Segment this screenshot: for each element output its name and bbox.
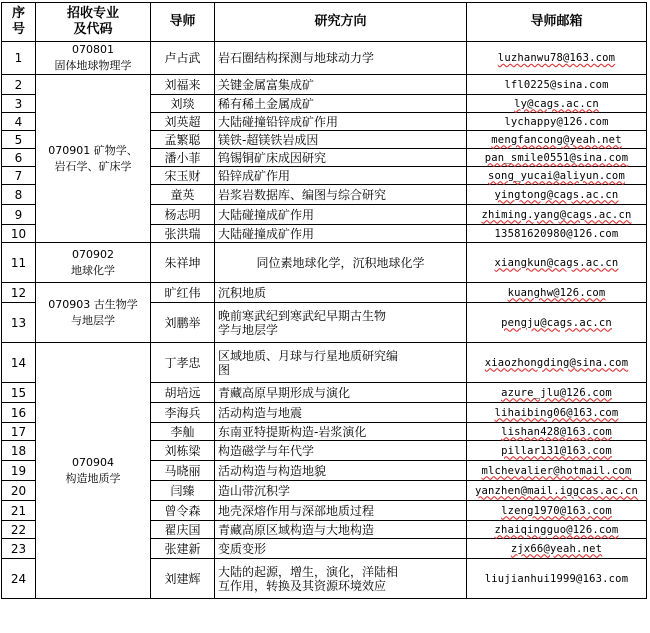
header-num: 序 号: [2, 3, 36, 42]
advisor-email[interactable]: xiaozhongding@sina.com: [467, 343, 647, 383]
research-direction: 同位素地球化学，沉积地球化学: [215, 243, 467, 283]
advisor-table: [1, 2, 647, 599]
row-number: 2: [2, 75, 36, 95]
research-direction: 东南亚特提斯构造-岩浆演化: [215, 423, 467, 441]
advisor-email[interactable]: luzhanwu78@163.com: [467, 42, 647, 75]
advisor-name: 刘鹏举: [151, 303, 215, 343]
advisor-name: 刘栋梁: [151, 441, 215, 461]
advisor-email[interactable]: lfl0225@sina.com: [467, 75, 647, 95]
advisor-email[interactable]: zjx66@yeah.net: [467, 539, 647, 559]
advisor-name: 刘英超: [151, 113, 215, 131]
research-direction: 地壳深熔作用与深部地质过程: [215, 501, 467, 521]
advisor-email[interactable]: mengfancong@yeah.net: [467, 131, 647, 149]
research-direction: 活动构造与地震: [215, 403, 467, 423]
research-direction: 大陆的起源，增生，演化，洋陆相 互作用，转换及其资源环境效应: [215, 559, 467, 599]
major-code: 070902 地球化学: [36, 243, 151, 283]
advisor-name: 孟繁聪: [151, 131, 215, 149]
major-code: 070801 固体地球物理学: [36, 42, 151, 75]
row-number: 13: [2, 303, 36, 343]
row-number: 12: [2, 283, 36, 303]
table-row: [2, 75, 647, 95]
header-email: 导师邮箱: [467, 3, 647, 42]
advisor-name: 童英: [151, 185, 215, 205]
research-direction: 关键金属富集成矿: [215, 75, 467, 95]
advisor-name: 李舢: [151, 423, 215, 441]
advisor-email[interactable]: yanzhen@mail.iggcas.ac.cn: [467, 481, 647, 501]
row-number: 11: [2, 243, 36, 283]
research-direction: 大陆碰撞成矿作用: [215, 225, 467, 243]
research-direction: 青藏高原区域构造与大地构造: [215, 521, 467, 539]
row-number: 7: [2, 167, 36, 185]
advisor-name: 胡培远: [151, 383, 215, 403]
research-direction: 构造磁学与年代学: [215, 441, 467, 461]
table-row: [2, 42, 647, 75]
advisor-email[interactable]: pengju@cags.ac.cn: [467, 303, 647, 343]
row-number: 17: [2, 423, 36, 441]
advisor-email[interactable]: song_yucai@aliyun.com: [467, 167, 647, 185]
row-number: 19: [2, 461, 36, 481]
research-direction: 活动构造与构造地貌: [215, 461, 467, 481]
row-number: 8: [2, 185, 36, 205]
row-number: 15: [2, 383, 36, 403]
major-code: 070903 古生物学 与地层学: [36, 283, 151, 343]
advisor-name: 宋玉财: [151, 167, 215, 185]
advisor-email[interactable]: ly@cags.ac.cn: [467, 95, 647, 113]
row-number: 1: [2, 42, 36, 75]
major-code: 070904 构造地质学: [36, 343, 151, 599]
table-row: [2, 343, 647, 383]
advisor-email[interactable]: lzeng1970@163.com: [467, 501, 647, 521]
research-direction: 晚前寒武纪到寒武纪早期古生物 学与地层学: [215, 303, 467, 343]
row-number: 16: [2, 403, 36, 423]
row-number: 24: [2, 559, 36, 599]
advisor-name: 翟庆国: [151, 521, 215, 539]
advisor-name: 旷红伟: [151, 283, 215, 303]
advisor-email[interactable]: lihaibing06@163.com: [467, 403, 647, 423]
advisor-email[interactable]: kuanghw@126.com: [467, 283, 647, 303]
advisor-name: 闫臻: [151, 481, 215, 501]
advisor-email[interactable]: zhiming.yang@cags.ac.cn: [467, 205, 647, 225]
advisor-email[interactable]: xiangkun@cags.ac.cn: [467, 243, 647, 283]
advisor-name: 潘小菲: [151, 149, 215, 167]
research-direction: 大陆碰撞铅锌成矿作用: [215, 113, 467, 131]
advisor-name: 张建新: [151, 539, 215, 559]
major-code: 070901 矿物学、 岩石学、矿床学: [36, 75, 151, 243]
advisor-email[interactable]: azure_jlu@126.com: [467, 383, 647, 403]
advisor-name: 张洪瑞: [151, 225, 215, 243]
header-major: 招收专业 及代码: [36, 3, 151, 42]
advisor-name: 李海兵: [151, 403, 215, 423]
advisor-name: 刘建辉: [151, 559, 215, 599]
row-number: 23: [2, 539, 36, 559]
advisor-email[interactable]: yingtong@cags.ac.cn: [467, 185, 647, 205]
row-number: 6: [2, 149, 36, 167]
header-direction: 研究方向: [215, 3, 467, 42]
research-direction: 镁铁-超镁铁岩成因: [215, 131, 467, 149]
row-number: 22: [2, 521, 36, 539]
row-number: 4: [2, 113, 36, 131]
advisor-email[interactable]: lishan428@163.com: [467, 423, 647, 441]
research-direction: 岩浆岩数据库、编图与综合研究: [215, 185, 467, 205]
advisor-email[interactable]: zhaiqingguo@126.com: [467, 521, 647, 539]
research-direction: 变质变形: [215, 539, 467, 559]
research-direction: 钨锡铜矿床成因研究: [215, 149, 467, 167]
row-number: 10: [2, 225, 36, 243]
row-number: 5: [2, 131, 36, 149]
row-number: 9: [2, 205, 36, 225]
advisor-name: 刘琰: [151, 95, 215, 113]
advisor-name: 朱祥坤: [151, 243, 215, 283]
advisor-email[interactable]: lychappy@126.com: [467, 113, 647, 131]
advisor-name: 杨志明: [151, 205, 215, 225]
advisor-name: 丁孝忠: [151, 343, 215, 383]
advisor-email[interactable]: mlchevalier@hotmail.com: [467, 461, 647, 481]
advisor-email[interactable]: 13581620980@126.com: [467, 225, 647, 243]
row-number: 18: [2, 441, 36, 461]
research-direction: 大陆碰撞成矿作用: [215, 205, 467, 225]
advisor-email[interactable]: liujianhui1999@163.com: [467, 559, 647, 599]
research-direction: 造山带沉积学: [215, 481, 467, 501]
advisor-email[interactable]: pillar131@163.com: [467, 441, 647, 461]
advisor-email[interactable]: pan_smile0551@sina.com: [467, 149, 647, 167]
research-direction: 稀有稀土金属成矿: [215, 95, 467, 113]
header-advisor: 导师: [151, 3, 215, 42]
advisor-name: 刘福来: [151, 75, 215, 95]
research-direction: 沉积地质: [215, 283, 467, 303]
row-number: 3: [2, 95, 36, 113]
research-direction: 区域地质、月球与行星地质研究编 图: [215, 343, 467, 383]
row-number: 20: [2, 481, 36, 501]
advisor-name: 曾令森: [151, 501, 215, 521]
research-direction: 岩石圈结构探测与地球动力学: [215, 42, 467, 75]
research-direction: 青藏高原早期形成与演化: [215, 383, 467, 403]
advisor-name: 马晓丽: [151, 461, 215, 481]
row-number: 14: [2, 343, 36, 383]
research-direction: 铅锌成矿作用: [215, 167, 467, 185]
table-row: [2, 243, 647, 283]
advisor-name: 卢占武: [151, 42, 215, 75]
table-row: [2, 283, 647, 303]
row-number: 21: [2, 501, 36, 521]
